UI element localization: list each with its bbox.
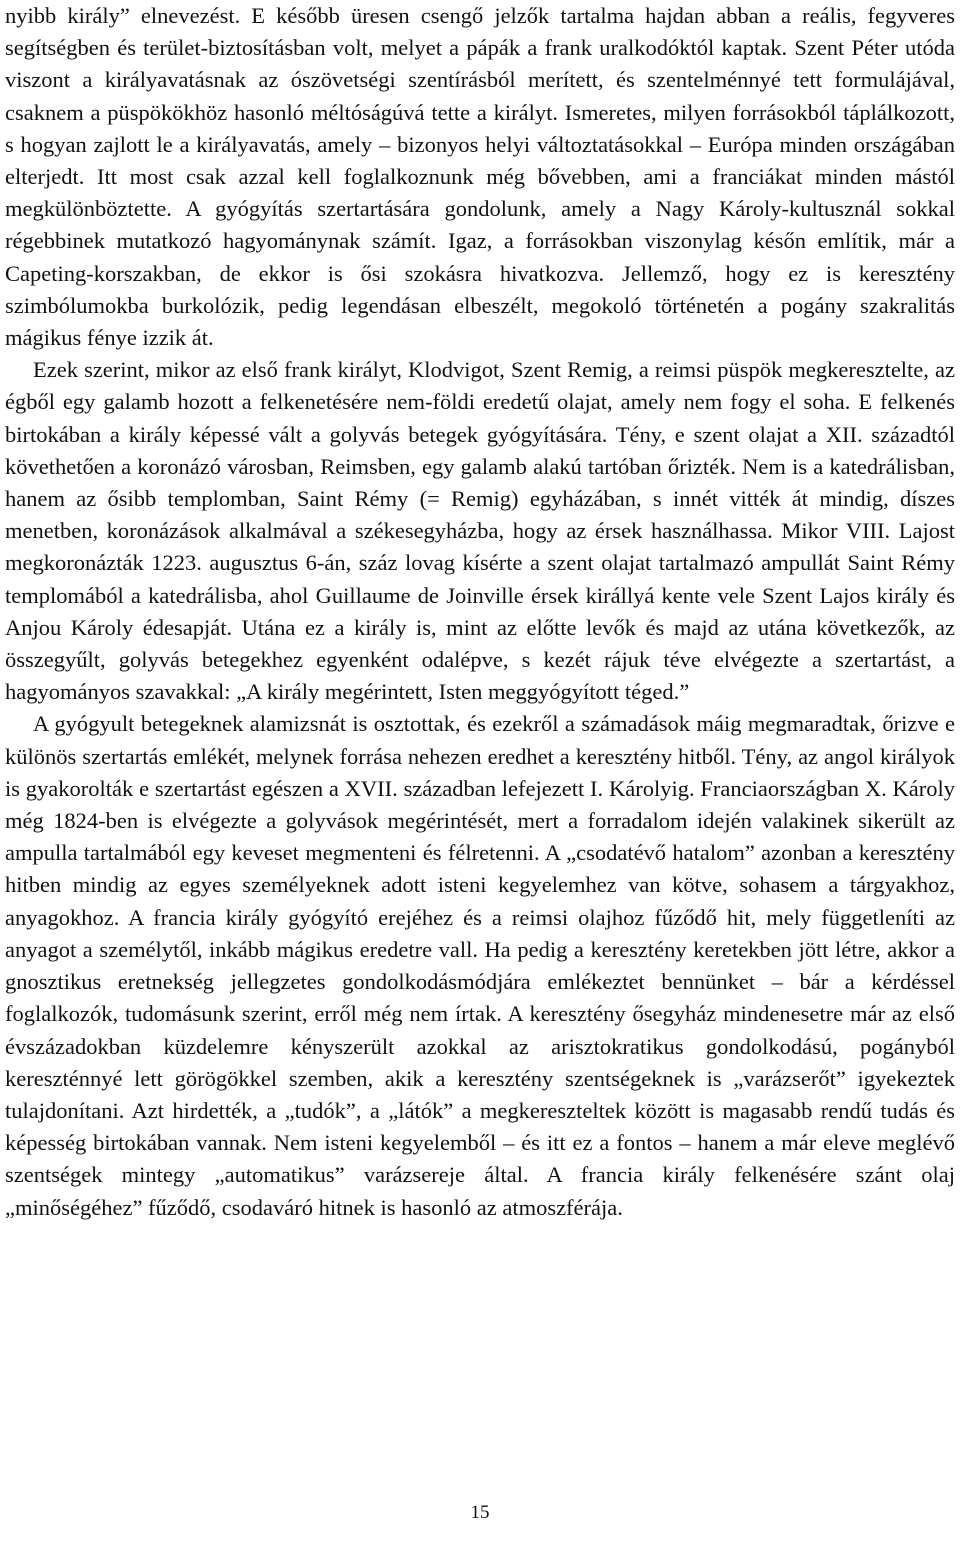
- paragraph-2: Ezek szerint, mikor az első frank királyt, Klodvigot, Szent Remig, a reimsi püspök megkeresztelte, az égből egy galamb hozott a felkenetésére nem-földi eredetű olajat, amely nem fogy el soha. E felkenés birtokában a király képessé vált a golyvás betegek gyógyítására. Tény, e szent olajat a XII. századtól követhetően a koronázó városban, Reimsben, egy galamb alakú tartóban őrizték. Nem is a katedrálisban, hanem az ősibb templomban, Saint Rémy (= Remig) egyházában, s innét vitték át mindig, díszes menetben, koronázások alkalmával a székesegyházba, hogy az érsek használhassa. Mikor VIII. Lajost megkoronázták 1223. augusztus 6-án, száz lovag kísérte a szent olajat tartalmazó ampullát Saint Rémy templomából a katedrálisba, ahol Guillaume de Joinville érsek királlyá kente vele Szent Lajos király és Anjou Károly édesapját. Utána ez a király is, mint az előtte levők és majd az utána következők, az összegyűlt, golyvás betegekhez egyenként odalépve, s kezét rájuk téve elvégezte a szertartást, a hagyományos szavakkal: „A király megérintett, Isten meggyógyított téged.”: [5, 357, 955, 705]
- page-body: [5, 0, 955, 1224]
- page-number: 15: [470, 1502, 490, 1523]
- paragraph-3: A gyógyult betegeknek alamizsnát is osztottak, és ezekről a számadások máig megmaradtak, őrizve e különös szertartás emlékét, melynek forrása nehezen eredhet a keresztény hitből. Tény, az angol királyok is gyakorolták e szertartást egészen a XVII. században lefejezett I. Károlyig. Franciaországban X. Károly még 1824-ben is elvégezte a golyvások megérintését, mert a forradalom idején valakinek sikerült az ampulla tartalmából egy keveset megmenteni és félretenni. A „csodatévő hatalom” azonban a keresztény hitben mindig az egyes személyeknek adott isteni kegyelemhez van kötve, sohasem a tárgyakhoz, anyagokhoz. A francia király gyógyító erejéhez és a reimsi olajhoz fűződő hit, mely függetleníti az anyagot a személytől, inkább mágikus eredetre vall. Ha pedig a keresztény keretekben jött létre, akkor a gnosztikus eretnekség jellegzetes gondolkodásmódjára emlékeztet bennünket – bár a kérdéssel foglalkozók, tudomásunk szerint, erről még nem írtak. A keresztény ősegyház mindenesetre már az első évszázadokban küzdelemre kényszerült azokkal az arisztokratikus gondolkodású, pogányból kereszténnyé lett görögökkel szemben, akik a keresztény szentségeknek is „varázserőt” igyekeztek tulajdonítani. Azt hirdették, a „tudók”, a „látók” a megkereszteltek között is magasabb rendű tudás és képesség birtokában vannak. Nem isteni kegyelemből – és itt ez a fontos – hanem a már eleve meglévő szentségek mintegy „automatikus” varázsereje által. A francia király felkenésére szánt olaj „minőségéhez” fűződő, csodaváró hitnek is hasonló az atmoszférája.: [5, 711, 955, 1220]
- paragraph-1: nyibb király” elnevezést. E később üresen csengő jelzők tartalma hajdan abban a reális, fegyveres segítségben és terület-biztosításban volt, melyet a pápák a frank uralkodóktól kaptak. Szent Péter utóda viszont a királyavatásnak az ószövetségi szentírásból merített, és szentelménnyé tett formulájával, csaknem a püspökökhöz hasonló méltóságúvá tette a királyt. Ismeretes, milyen forrásokból táplálkozott, s hogyan zajlott le a királyavatás, amely – bizonyos helyi változtatásokkal – Európa minden országában elterjedt. Itt most csak azzal kell foglalkoznunk még bővebben, ami a franciákat minden mástól megkülönböztette. A gyógyítás szertartására gondolunk, amely a Nagy Károly-kultusznál sokkal régebbinek mutatkozó hagyománynak számít. Igaz, a forrásokban viszonylag későn említik, már a Capeting-korszakban, de ekkor is ősi szokásra hivatkozva. Jellemző, hogy ez is keresztény szimbólumokba burkolózik, pedig legendásan elbeszélt, megokoló történetén a pogány szakralitás mágikus fénye izzik át.: [5, 3, 955, 351]
